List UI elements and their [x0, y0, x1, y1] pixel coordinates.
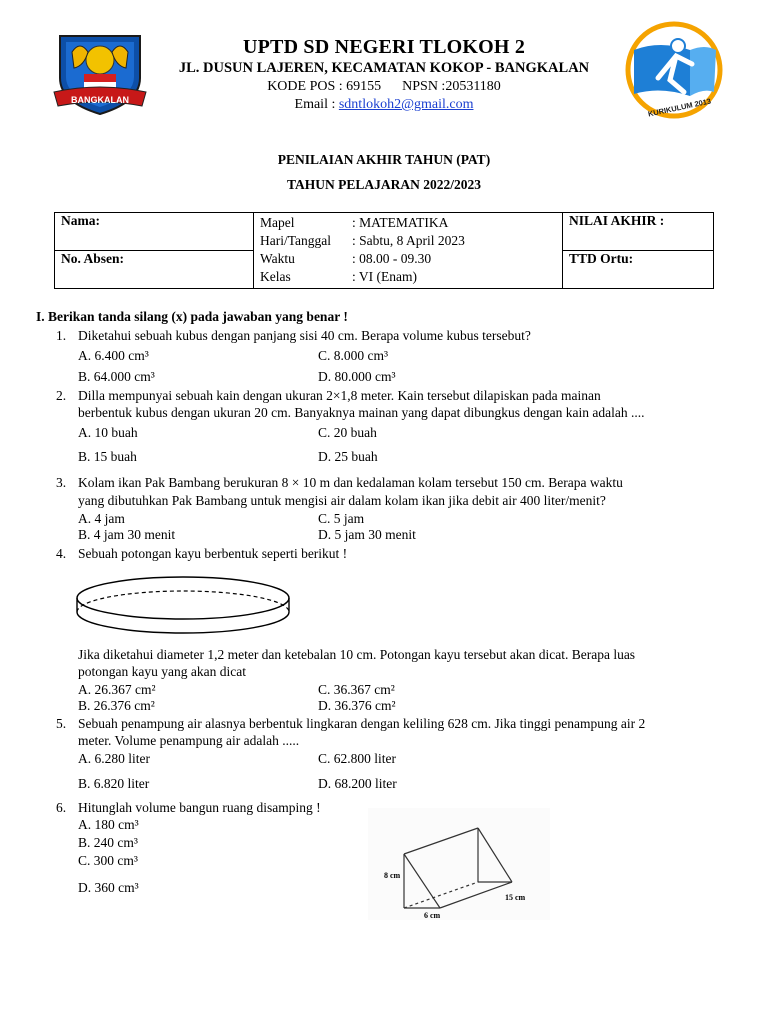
school-year: TAHUN PELAJARAN 2022/2023: [286, 177, 481, 192]
q3-option-a[interactable]: A. 4 jam: [78, 511, 125, 526]
q3-option-b[interactable]: B. 4 jam 30 menit: [78, 527, 176, 542]
q5-option-d[interactable]: D. 68.200 liter: [318, 776, 397, 791]
q1-option-a[interactable]: A. 6.400 cm³: [78, 348, 149, 363]
q3-text-1: Kolam ikan Pak Bambang berukuran 8 × 10 m dan kedalaman kolam tersebut 150 cm. Berapa waktu: [78, 475, 623, 490]
q6-option-b[interactable]: B. 240 cm³: [78, 835, 138, 850]
q4-option-b[interactable]: B. 26.376 cm²: [78, 698, 155, 713]
q1-option-c[interactable]: C. 8.000 cm³: [318, 348, 389, 363]
q3-number: 3.: [56, 475, 67, 490]
q2-option-b[interactable]: B. 15 buah: [78, 449, 137, 464]
absence-number-field[interactable]: No. Absen:: [55, 251, 254, 289]
q2-text-1: Dilla mempunyai sebuah kain dengan ukuran 2×1,8 meter. Kain tersebut dilapiskan pada mainan: [78, 388, 601, 403]
triangular-prism-figure: [368, 808, 550, 920]
logo-left-text: BANGKALAN: [71, 95, 129, 105]
q6-option-c[interactable]: C. 300 cm³: [78, 853, 138, 868]
q4-option-a[interactable]: A. 26.367 cm²: [78, 682, 156, 697]
q6-option-d[interactable]: D. 360 cm³: [78, 880, 139, 895]
q4-text: Sebuah potongan kayu berbentuk seperti berikut !: [78, 546, 348, 561]
q4-option-d[interactable]: D. 36.376 cm²: [318, 698, 396, 713]
q3-option-c[interactable]: C. 5 jam: [318, 511, 365, 526]
q1-option-d[interactable]: D. 80.000 cm³: [318, 369, 396, 384]
final-score-field[interactable]: NILAI AKHIR :: [563, 213, 714, 251]
q5-text-2: meter. Volume penampung air adalah .....: [78, 733, 300, 748]
wood-disc-figure: [70, 572, 296, 640]
school-address: JL. DUSUN LAJEREN, KECAMATAN KOKOP - BANGKALAN: [178, 60, 590, 76]
q6-text: Hitunglah volume bangun ruang disamping !: [78, 800, 321, 815]
q5-option-b[interactable]: B. 6.820 liter: [78, 776, 150, 791]
email-label: Email :: [294, 97, 339, 112]
exam-title: PENILAIAN AKHIR TAHUN (PAT): [277, 152, 491, 167]
q5-option-a[interactable]: A. 6.280 liter: [78, 751, 150, 766]
parent-signature-field[interactable]: TTD Ortu:: [563, 251, 714, 289]
q5-text-1: Sebuah penampung air alasnya berbentuk lingkaran dengan keliling 628 cm. Jika tinggi penampung air 2: [78, 716, 646, 731]
email-line: [0, 97, 768, 113]
q2-text-2: berbentuk kubus dengan ukuran 20 cm. Banyaknya mainan yang dapat dibungkus dengan kain adalah ....: [78, 405, 645, 420]
q3-text-2: yang dibutuhkan Pak Bambang untuk mengisi air dalam kolam ikan jika debit air 400 liter/menit?: [78, 493, 606, 508]
q2-option-c[interactable]: C. 20 buah: [318, 425, 377, 440]
subject-info: Mapel : MATEMATIKA Hari/Tanggal : Sabtu, 8 April 2023 Waktu : 08.00 - 09.30 Kelas : VI (Enam): [254, 213, 563, 289]
q5-number: 5.: [56, 716, 67, 731]
email-link[interactable]: sdntlokoh2@gmail.com: [338, 97, 474, 112]
postal-npsn: KODE POS : 69155 NPSN :20531180: [267, 79, 501, 94]
prism-width-label: 6 cm: [424, 911, 441, 920]
q4-text-1: Jika diketahui diameter 1,2 meter dan ketebalan 10 cm. Potongan kayu tersebut akan dicat. Berapa luas: [78, 647, 636, 662]
q6-option-a[interactable]: A. 180 cm³: [78, 817, 139, 832]
q4-option-c[interactable]: C. 36.367 cm²: [318, 682, 395, 697]
q1-number: 1.: [56, 328, 67, 343]
prism-length-label: 15 cm: [505, 893, 526, 902]
q6-number: 6.: [56, 800, 67, 815]
q5-option-c[interactable]: C. 62.800 liter: [318, 751, 396, 766]
name-field[interactable]: Nama:: [55, 213, 254, 251]
q4-text-2: potongan kayu yang akan dicat: [78, 664, 246, 679]
q2-number: 2.: [56, 388, 67, 403]
q3-option-d[interactable]: D. 5 jam 30 menit: [318, 527, 416, 542]
logo-right-text: KURIKULUM 2013: [647, 96, 712, 119]
q2-option-a[interactable]: A. 10 buah: [78, 425, 138, 440]
q4-number: 4.: [56, 546, 67, 561]
student-info-table: [54, 212, 714, 289]
q1-option-b[interactable]: B. 64.000 cm³: [78, 369, 155, 384]
school-name: UPTD SD NEGERI TLOKOH 2: [242, 36, 526, 58]
prism-height-label: 8 cm: [384, 871, 401, 880]
q2-option-d[interactable]: D. 25 buah: [318, 449, 378, 464]
q1-text: Diketahui sebuah kubus dengan panjang sisi 40 cm. Berapa volume kubus tersebut?: [78, 328, 531, 343]
section-instruction: I. Berikan tanda silang (x) pada jawaban yang benar !: [36, 309, 348, 324]
